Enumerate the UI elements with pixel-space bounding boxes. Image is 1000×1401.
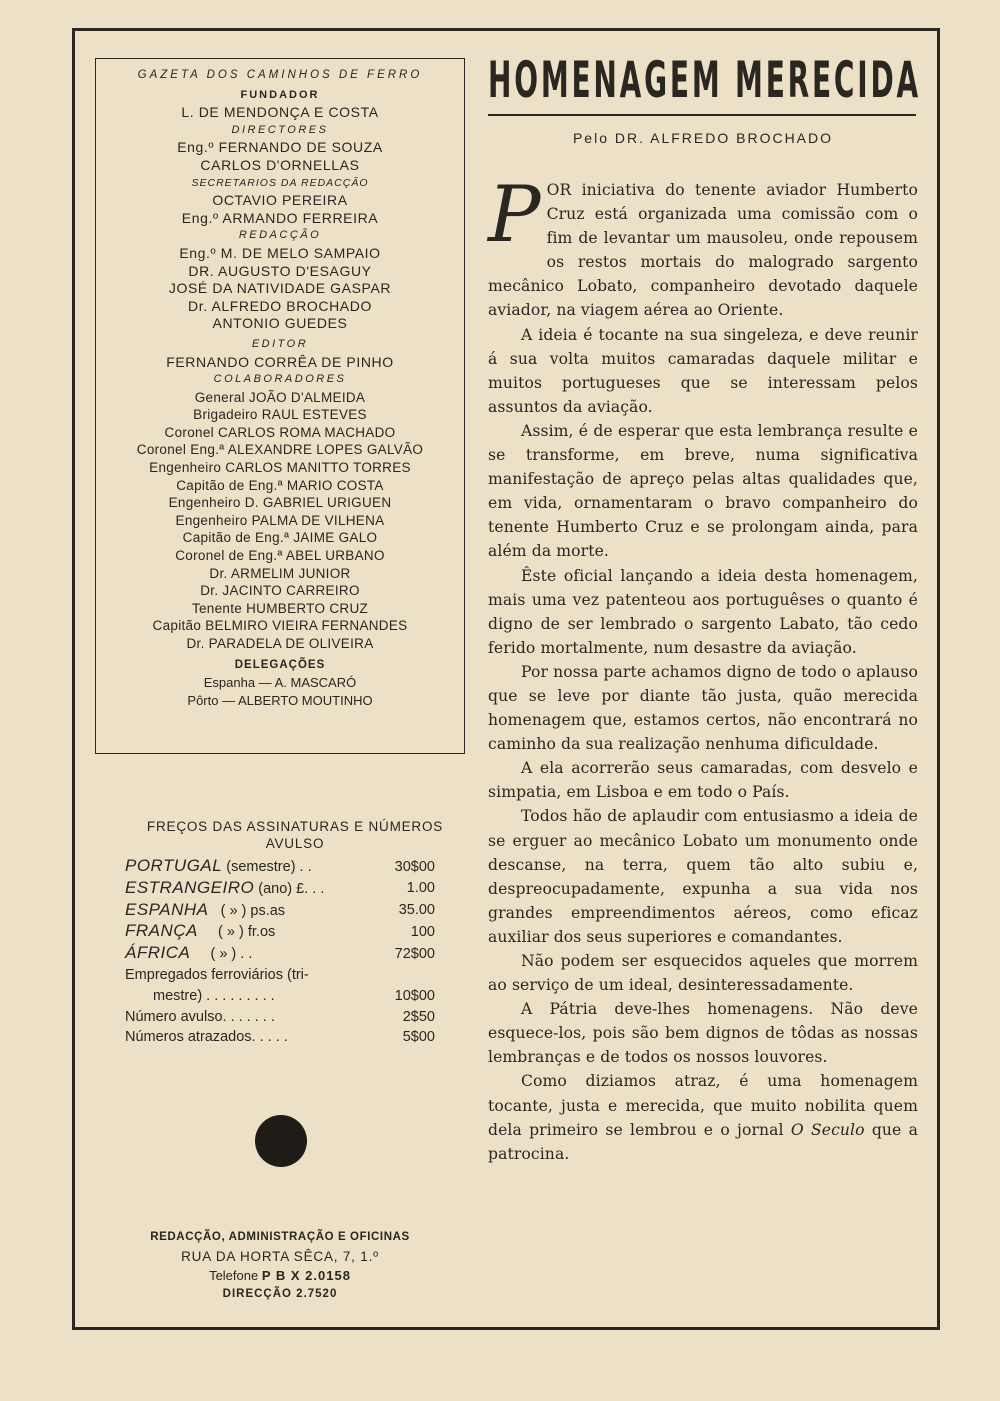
address-line: DIRECÇÃO 2.7520 (222, 1288, 338, 1300)
colaborador-name: Capitão BELMIRO VIEIRA FERNANDES (152, 618, 408, 634)
fundador-name: L. DE MENDONÇA E COSTA (181, 104, 379, 121)
article-paragraph: Todos hão de aplaudir com entusiasmo a ideia de se erguer ao mecânico Lobato um monumento onde descanse, na terra, quem tão alto subiu e, despreocupadamente, expunha a sua vida nos grandes empreendimentos aéreos, como eficaz auxiliar dos seus superiores e comandantes. (488, 807, 918, 946)
empregados-line: Empregados ferroviários (tri- (125, 966, 309, 983)
article-paragraph (488, 1069, 918, 1165)
price-country: ESTRANGEIRO (125, 877, 255, 897)
title-rule (488, 114, 916, 116)
price-value: 1.00 (406, 880, 435, 897)
journal-name: GAZETA DOS CAMINHOS DE FERRO (137, 69, 423, 81)
paragraph-text: que a patrocina. (488, 1120, 918, 1163)
price-row (125, 900, 435, 922)
colaborador-name: Coronel de Eng.ª ABEL URBANO (175, 548, 385, 564)
prices-heading: FREÇOS DAS ASSINATURAS E NÚMEROS AVULSO (146, 819, 444, 851)
price-row (125, 878, 435, 900)
article-paragraph: Êste oficial lançando a ideia desta homenagem, mais uma vez patenteou aos portuguêses o quanto é digno de ser lembrado o sargento Labato, tão cedo ferido mortalmente, num desastre da aviação. (488, 566, 918, 657)
publisher-seal-icon (255, 1115, 307, 1167)
colaborador-name: Engenheiro D. GABRIEL URIGUEN (168, 495, 392, 511)
price-value: 10$00 (394, 987, 435, 1004)
delegacao-name: Pôrto — ALBERTO MOUTINHO (187, 692, 373, 708)
price-value: 35.00 (398, 902, 435, 919)
director-name: CARLOS D'ORNELLAS (200, 156, 360, 173)
price-row (125, 986, 435, 1007)
colaborador-name: Brigadeiro RAUL ESTEVES (193, 407, 367, 423)
colaborador-name: Dr. JACINTO CARREIRO (200, 583, 360, 599)
price-row (125, 943, 435, 965)
editor-label: EDITOR (251, 337, 309, 350)
price-country: PORTUGAL (125, 856, 223, 875)
price-value: 5$00 (402, 1029, 435, 1046)
phone-label: Telefone (209, 1268, 259, 1283)
article-paragraph (488, 170, 918, 323)
newspaper-name: O Seculo (790, 1120, 865, 1139)
prices-table (125, 856, 435, 1048)
article-paragraph: A ela acorrerão seus camaradas, com desvelo e simpatia, em Lisboa e em todo o País. (488, 759, 918, 802)
redaccao-label: REDACÇÃO (238, 229, 322, 242)
director-name: Eng.º FERNANDO DE SOUZA (177, 139, 383, 156)
delegacoes-label: DELEGAÇÕES (234, 658, 326, 671)
price-detail: ( » ) fr.os (197, 924, 276, 941)
address-line: REDACÇÃO, ADMINISTRAÇÃO E OFICINAS (150, 1231, 410, 1243)
redaccao-name: ANTONIO GUEDES (212, 315, 348, 332)
colaborador-name: Coronel CARLOS ROMA MACHADO (164, 424, 396, 440)
secretario-name: OCTAVIO PEREIRA (212, 192, 348, 209)
phone-number: P B X 2.0158 (261, 1268, 351, 1283)
phone-line (120, 1266, 440, 1285)
editor-name: FERNANDO CORRÊA DE PINHO (166, 353, 394, 370)
article-paragraph: A ideia é tocante na sua singeleza, e deve reunir á sua volta muitos camaradas daquele militar e muitos portugueses que se interessam pelos assuntos da aviação. (488, 325, 918, 416)
redaccao-name: DR. AUGUSTO D'ESAGUY (188, 262, 372, 279)
price-row (125, 965, 435, 986)
secretario-name: Eng.º ARMANDO FERREIRA (181, 209, 379, 226)
colaborador-name: Tenente HUMBERTO CRUZ (191, 600, 369, 616)
subscription-prices (95, 818, 465, 1048)
directores-label: DIRECTORES (231, 123, 329, 136)
colaborador-name: Capitão de Eng.ª JAIME GALO (182, 530, 378, 546)
article-body (488, 170, 918, 1166)
article-byline: Pelo DR. ALFREDO BROCHADO (572, 130, 834, 146)
empregados-line: mestre) . . . . . . . . . (153, 987, 275, 1004)
price-detail: ( » ) . . (190, 946, 253, 963)
price-detail: (semestre) . . (222, 859, 312, 875)
price-row (125, 1007, 435, 1028)
price-country: ESPANHA (125, 899, 209, 919)
redaccao-name: Eng.º M. DE MELO SAMPAIO (179, 244, 381, 261)
colaborador-name: Engenheiro CARLOS MANITTO TORRES (149, 460, 411, 476)
price-row (125, 1027, 435, 1048)
price-value: 100 (410, 923, 435, 940)
address-line: RUA DA HORTA SÊCA, 7, 1.º (181, 1249, 379, 1264)
price-detail: ( » ) ps.as (208, 902, 286, 919)
staff-box (95, 58, 465, 754)
price-country: FRANÇA (125, 921, 198, 941)
address-block (120, 1228, 440, 1304)
colaborador-name: General JOÃO D'ALMEIDA (194, 389, 366, 405)
atrazados-label: Números atrazados. . . . . (125, 1029, 288, 1046)
article-paragraph: Por nossa parte achamos digno de todo o aplauso que se leve por diante tão justa, quão merecida homenagem que, estamos certos, não encontrará no caminho da sua realização nenhuma dificuldade. (488, 662, 918, 754)
price-value: 30$00 (394, 858, 435, 875)
colaborador-name: Dr. ARMELIM JUNIOR (209, 565, 351, 581)
secretarios-label: SECRETARIOS DA REDACÇÃO (191, 176, 369, 189)
price-country: ÁFRICA (125, 943, 191, 963)
fundador-label: FUNDADOR (240, 88, 320, 101)
left-column (95, 58, 465, 1048)
article-paragraph: A Pátria deve-lhes homenagens. Não deve esquece-los, pois são bem dignos de tôdas as nossas lembranças e de todos os nossos louvores. (488, 1000, 918, 1067)
article-paragraph: Não podem ser esquecidos aqueles que morrem ao serviço de um ideal, desinteressadamente. (488, 952, 918, 995)
paragraph-text: OR iniciativa do tenente aviador Humberto Cruz está organizada uma comissão com o fim de levantar um mausoleu, onde repousem os restos mortais do malogrado sargento mecânico Lobato, companheiro devotado daquele aviador, na viagem aérea ao Oriente. (488, 181, 918, 320)
redaccao-name: JOSÉ DA NATIVIDADE GASPAR (168, 280, 392, 297)
price-row (125, 856, 435, 878)
colaborador-name: Engenheiro PALMA DE VILHENA (175, 512, 385, 528)
article-paragraph: Assim, é de esperar que esta lembrança resulte e se transforme, em breve, numa significativa manifestação de apreço pelas altas qualidades que, em vida, ornamentaram o bravo companheiro do tenente Humberto Cruz e se prolongam ainda, para além da morte. (488, 421, 918, 561)
article-column (488, 48, 922, 1166)
price-value: 2$50 (402, 1008, 435, 1025)
price-value: 72$00 (394, 945, 435, 962)
article-title: HOMENAGEM MERECIDA (488, 51, 922, 109)
colaborador-name: Coronel Eng.ª ALEXANDRE LOPES GALVÃO (136, 442, 424, 458)
paragraph-text: Como diziamos atraz, é uma homenagem tocante, justa e merecida, que muito nobilita quem dela primeiro se lembrou e o jornal (488, 1072, 918, 1139)
colaborador-name: Capitão de Eng.ª MARIO COSTA (176, 477, 384, 493)
delegacao-name: Espanha — A. MASCARÓ (203, 675, 357, 691)
colaboradores-label: COLABORADORES (213, 373, 347, 386)
price-detail: (ano) £. . . (254, 880, 325, 897)
colaborador-name: Dr. PARADELA DE OLIVEIRA (186, 636, 374, 651)
drop-cap: P (488, 170, 541, 260)
price-row (125, 921, 435, 943)
redaccao-name: Dr. ALFREDO BROCHADO (188, 297, 372, 314)
avulso-label: Número avulso. . . . . . . (125, 1008, 275, 1025)
